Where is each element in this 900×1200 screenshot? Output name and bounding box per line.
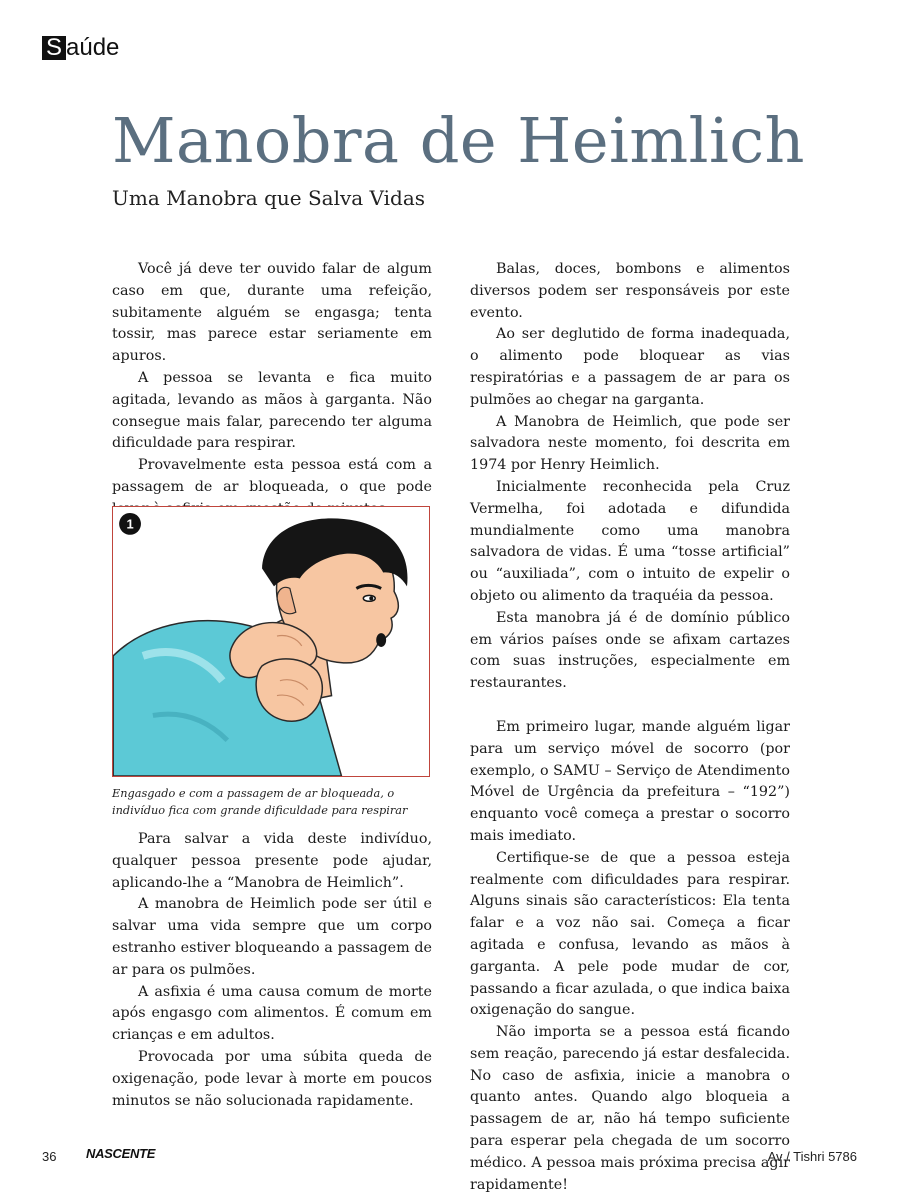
column-2 bbox=[470, 259, 790, 1196]
paragraph: Certifique-se de que a pessoa esteja realmente com dificuldades para respirar. Alguns sinais são característicos: Ela tenta falar e a voz não sai. Começa a ficar agitada e confusa, levando as mãos à garganta. A pele pode mudar de cor, passando a ficar azulada, o que indica baixa oxigenação do sangue. bbox=[470, 849, 790, 1019]
paragraph: Balas, doces, bombons e alimentos diversos podem ser responsáveis por este evento. bbox=[470, 261, 790, 321]
paragraph: A asfixia é uma causa comum de morte após engasgo com alimentos. É comum em crianças e em adultos. bbox=[112, 983, 432, 1044]
paragraph: Inicialmente reconhecida pela Cruz Vermelha, foi adotada e difundida mundialmente como uma manobra salvadora de vidas. É uma “tosse artificial” ou “auxiliada”, com o intuito de expelir o objeto ou alimento da traquéia da pessoa. bbox=[470, 478, 790, 604]
section-initial-box: S bbox=[42, 36, 66, 60]
paragraph: Provocada por uma súbita queda de oxigenação, pode levar à morte em poucos minutos se não solucionada rapidamente. bbox=[112, 1048, 432, 1109]
issue-date: Av / Tishri 5786 bbox=[767, 1149, 857, 1164]
paragraph: Você já deve ter ouvido falar de algum caso em que, durante uma refeição, subitamente alguém se engasga; tenta tossir, mas parece estar seriamente em apuros. bbox=[112, 261, 432, 365]
magazine-logo: NASCENTE bbox=[86, 1146, 156, 1161]
paragraph: A manobra de Heimlich pode ser útil e salvar uma vida sempre que um corpo estranho estiver bloqueando a passagem de ar para os pulmões. bbox=[112, 896, 432, 978]
section-tag bbox=[42, 34, 119, 62]
paragraph: Provavelmente esta pessoa está com a passagem de ar bloqueada, o que pode bbox=[112, 457, 432, 495]
paragraph: Esta manobra já é de domínio público em vários países onde se afixam cartazes com suas instruções, especialmente em restaurantes. bbox=[470, 609, 790, 692]
paragraph: Não importa se a pessoa está ficando sem reação, parecendo já estar desfalecida. No caso de asfixia, inicie a manobra o quanto antes. Quando algo bloqueia a passagem de ar, não há tempo suficiente para esperar pela chegada de um socorro médico. A pessoa mais próxima precisa agir rapidamente! bbox=[470, 1024, 790, 1193]
article-title: Manobra de Heimlich bbox=[112, 104, 805, 177]
choking-person-illustration bbox=[113, 507, 429, 776]
column-1-top bbox=[112, 259, 432, 521]
paragraph: Para salvar a vida deste indivíduo, qualquer pessoa presente pode ajudar, aplicando-lhe a “Manobra de Heimlich”. bbox=[112, 831, 432, 891]
figure-number: 1 bbox=[126, 516, 134, 532]
figure-caption: Engasgado e com a passagem de ar bloqueada, o indivíduo fica com grande dificuldade para respirar bbox=[112, 787, 408, 817]
paragraph: Em primeiro lugar, mande alguém ligar para um serviço móvel de socorro (por exemplo, o SAMU – Serviço de Atendimento Móvel de Urgência da prefeitura – “192”) enquanto você começa a prestar o socorro mais imediato. bbox=[470, 718, 791, 844]
page-number: 36 bbox=[42, 1149, 57, 1164]
mouth bbox=[376, 633, 386, 647]
paragraph: A Manobra de Heimlich, que pode ser salvadora neste momento, foi descrita em 1974 por Henry Heimlich. bbox=[470, 413, 790, 474]
article-subtitle: Uma Manobra que Salva Vidas bbox=[112, 186, 426, 210]
section-label: aúde bbox=[66, 34, 120, 61]
column-1-bottom bbox=[112, 829, 432, 1112]
paragraph: A pessoa se levanta e fica muito agitada, levando as mãos à garganta. Não consegue mais falar, parecendo ter alguma dificuldade para respirar. bbox=[112, 369, 432, 452]
paragraph: Ao ser deglutido de forma inadequada, o alimento pode bloquear as vias respiratórias e a passagem de ar para os pulmões ao chegar na garganta. bbox=[470, 326, 790, 408]
illustration-figure bbox=[112, 506, 430, 777]
